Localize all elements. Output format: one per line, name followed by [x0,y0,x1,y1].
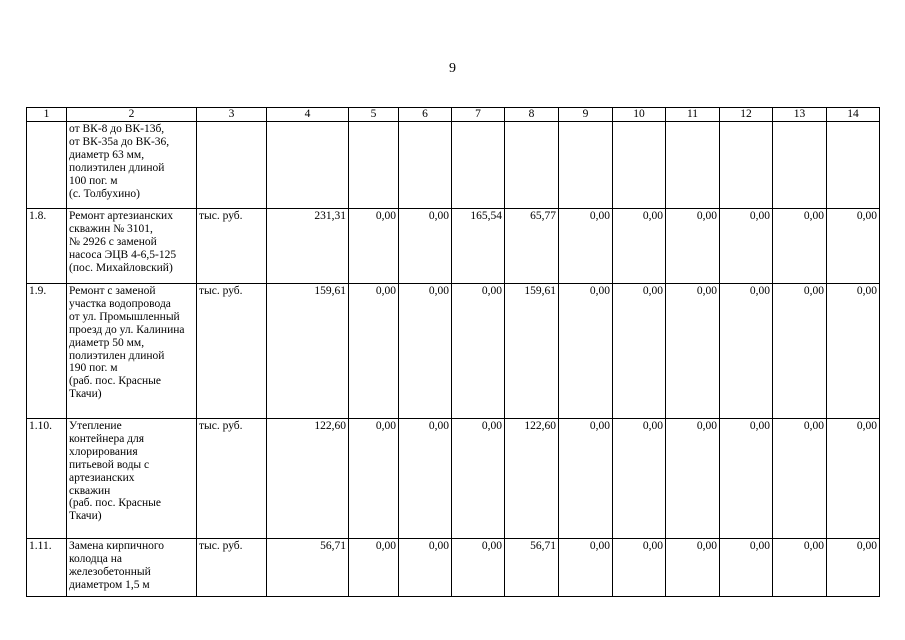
header-cell: 1 [27,108,67,122]
header-cell: 10 [613,108,666,122]
header-cell: 4 [267,108,349,122]
value-cell: 0,00 [666,284,720,419]
row-index-cell: 1.10. [27,419,67,539]
value-cell: 56,71 [505,539,559,597]
value-cell [827,122,880,209]
row-name-cell: Ремонт с заменой участка водопровода от ул. Промышленный проезд до ул. Калинина диаметр 50 мм, полиэтилен длиной 190 пог. м (раб. пос. Красные Ткачи) [67,284,197,419]
table-header-row [27,108,880,122]
value-cell: 0,00 [452,419,505,539]
value-cell: 159,61 [267,284,349,419]
table-row [27,284,880,419]
value-cell: 0,00 [666,419,720,539]
value-cell [452,122,505,209]
row-name-cell: Замена кирпичного колодца на железобетонный диаметром 1,5 м [67,539,197,597]
value-cell: 0,00 [827,209,880,284]
value-cell: 0,00 [399,539,452,597]
table-row [27,209,880,284]
value-cell: 0,00 [613,284,666,419]
row-index-cell: 1.11. [27,539,67,597]
value-cell: 165,54 [452,209,505,284]
row-index-cell: 1.8. [27,209,67,284]
value-cell: 122,60 [505,419,559,539]
page-number: 9 [449,61,456,76]
value-cell: 56,71 [267,539,349,597]
value-cell [666,122,720,209]
value-cell: 0,00 [720,539,773,597]
row-unit-cell: тыс. руб. [197,209,267,284]
value-cell [399,122,452,209]
value-cell: 0,00 [559,284,613,419]
header-cell: 7 [452,108,505,122]
header-cell: 6 [399,108,452,122]
value-cell: 0,00 [827,284,880,419]
value-cell: 0,00 [613,209,666,284]
header-cell: 13 [773,108,827,122]
value-cell: 0,00 [773,419,827,539]
value-cell: 0,00 [399,284,452,419]
value-cell: 231,31 [267,209,349,284]
value-cell: 0,00 [827,419,880,539]
value-cell [559,122,613,209]
value-cell [349,122,399,209]
budget-table [26,107,880,597]
row-index-cell: 1.9. [27,284,67,419]
value-cell: 0,00 [613,539,666,597]
value-cell: 0,00 [399,209,452,284]
value-cell: 0,00 [720,284,773,419]
value-cell: 0,00 [773,284,827,419]
value-cell: 0,00 [559,539,613,597]
value-cell: 0,00 [773,539,827,597]
header-cell: 12 [720,108,773,122]
header-cell: 9 [559,108,613,122]
value-cell: 159,61 [505,284,559,419]
value-cell: 0,00 [720,209,773,284]
row-unit-cell: тыс. руб. [197,539,267,597]
row-unit-cell [197,122,267,209]
header-cell: 8 [505,108,559,122]
value-cell: 122,60 [267,419,349,539]
value-cell: 0,00 [559,419,613,539]
header-cell: 2 [67,108,197,122]
header-cell: 14 [827,108,880,122]
value-cell: 0,00 [349,284,399,419]
header-cell: 5 [349,108,399,122]
table-row [27,539,880,597]
value-cell: 0,00 [349,209,399,284]
value-cell: 0,00 [666,209,720,284]
value-cell: 0,00 [349,419,399,539]
value-cell: 0,00 [720,419,773,539]
value-cell: 0,00 [773,209,827,284]
value-cell: 0,00 [613,419,666,539]
table-row [27,419,880,539]
value-cell [505,122,559,209]
value-cell: 65,77 [505,209,559,284]
header-cell: 11 [666,108,720,122]
row-name-cell: Утепление контейнера для хлорирования питьевой воды с артезианских скважин (раб. пос. Красные Ткачи) [67,419,197,539]
row-index-cell [27,122,67,209]
table-body [27,108,880,597]
header-cell: 3 [197,108,267,122]
value-cell [773,122,827,209]
row-name-cell: Ремонт артезианских скважин № 3101, № 2926 с заменой насоса ЭЦВ 4-6,5-125 (пос. Михайловский) [67,209,197,284]
row-name-cell: от ВК-8 до ВК-13б, от ВК-35а до ВК-36, диаметр 63 мм, полиэтилен длиной 100 пог. м (с. Толбухино) [67,122,197,209]
value-cell: 0,00 [349,539,399,597]
value-cell: 0,00 [452,539,505,597]
table-row [27,122,880,209]
value-cell [720,122,773,209]
value-cell: 0,00 [452,284,505,419]
value-cell: 0,00 [399,419,452,539]
value-cell [267,122,349,209]
value-cell: 0,00 [827,539,880,597]
row-unit-cell: тыс. руб. [197,419,267,539]
value-cell: 0,00 [559,209,613,284]
row-unit-cell: тыс. руб. [197,284,267,419]
value-cell: 0,00 [666,539,720,597]
value-cell [613,122,666,209]
